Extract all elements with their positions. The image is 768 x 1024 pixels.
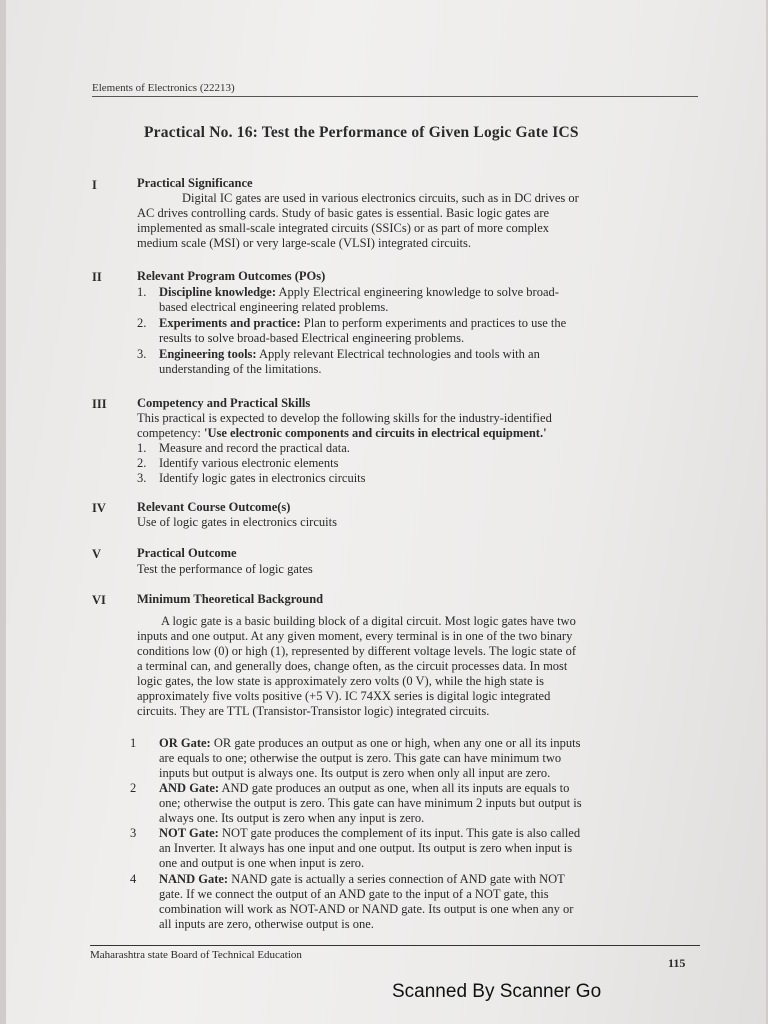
section-heading-3: Competency and Practical Skills bbox=[137, 396, 311, 410]
skill-item-3-number: 3. bbox=[137, 471, 147, 485]
gate-4-line-2: gate. If we connect the output of an AND gate to the input of a NOT gate, this bbox=[159, 887, 549, 901]
footer-publisher: Maharashtra state Board of Technical Education bbox=[90, 949, 302, 961]
po-item-3-line-1: Engineering tools: Apply relevant Electrical technologies and tools with an bbox=[159, 347, 540, 361]
gate-3-line-1: NOT Gate: NOT gate produces the complement of its input. This gate is also called bbox=[159, 826, 581, 840]
skill-item-1-text: Measure and record the practical data. bbox=[159, 441, 350, 455]
running-header: Elements of Electronics (22213) bbox=[92, 82, 698, 97]
gate-1-line-2: are equals to one; otherwise the output is zero. This gate can have minimum two bbox=[159, 751, 562, 765]
gate-3-line-3: one and output is one when input is zero. bbox=[159, 856, 365, 870]
background-line-6: approximately five volts positive (+5 V). IC 74XX series is digital logic integrated bbox=[137, 689, 551, 703]
section-heading-4: Relevant Course Outcome(s) bbox=[137, 500, 291, 514]
gate-3-number: 3 bbox=[130, 826, 137, 840]
section-number-3: III bbox=[92, 397, 107, 411]
section-1-line-3: implemented as small-scale integrated circuits (SSICs) or as part of more complex bbox=[137, 221, 550, 235]
background-line-2: inputs and one output. At any given moment, every terminal is in one of the two binary bbox=[137, 629, 573, 643]
background-line-3: conditions low (0) or high (1), represented by different voltage levels. The logic state of bbox=[137, 644, 576, 658]
po-item-3-number: 3. bbox=[137, 347, 147, 361]
section-number-4: IV bbox=[92, 501, 106, 515]
po-item-2-line-2: results to solve broad-based Electrical engineering problems. bbox=[159, 331, 465, 345]
section-heading-6: Minimum Theoretical Background bbox=[137, 592, 324, 606]
section-1-line-1: Digital IC gates are used in various electronics circuits, such as in DC drives or bbox=[182, 191, 579, 205]
background-line-1: A logic gate is a basic building block of a digital circuit. Most logic gates have two bbox=[161, 614, 576, 628]
skill-item-3-text: Identify logic gates in electronics circuits bbox=[159, 471, 366, 485]
skill-item-2-number: 2. bbox=[137, 456, 147, 470]
section-4-text: Use of logic gates in electronics circuits bbox=[137, 515, 337, 529]
po-item-3-line-2: understanding of the limitations. bbox=[159, 362, 322, 376]
background-line-5: logic gates, the low state is approximately zero volts (0 V), while the high state is bbox=[137, 674, 544, 688]
gate-4-line-4: all inputs are zero, otherwise output is one. bbox=[159, 917, 374, 931]
po-item-2-number: 2. bbox=[137, 316, 147, 330]
gate-2-line-3: always one. Its output is zero when any input is zero. bbox=[159, 811, 425, 825]
po-item-1-number: 1. bbox=[137, 285, 147, 299]
scanner-watermark: Scanned By Scanner Go bbox=[392, 981, 602, 1002]
section-heading-5: Practical Outcome bbox=[137, 546, 237, 560]
section-number-2: II bbox=[92, 270, 102, 284]
gate-2-number: 2 bbox=[130, 781, 137, 795]
background-line-4: a terminal can, and generally does, change often, as the circuit processes data. In most bbox=[137, 659, 568, 673]
section-heading-2: Relevant Program Outcomes (POs) bbox=[137, 269, 326, 283]
section-number-1: I bbox=[92, 178, 97, 192]
footer-rule bbox=[90, 945, 700, 946]
section-3-line-1: This practical is expected to develop the following skills for the industry-identified bbox=[137, 411, 552, 425]
section-number-6: VI bbox=[92, 593, 106, 607]
gate-1-line-1: OR Gate: OR gate produces an output as one or high, when any one or all its inputs bbox=[159, 736, 581, 750]
po-item-2-line-1: Experiments and practice: Plan to perform experiments and practices to use the bbox=[159, 316, 567, 330]
gate-4-line-3: combination will work as NOT-AND or NAND gate. Its output is one when any or bbox=[159, 902, 574, 916]
skill-item-2-text: Identify various electronic elements bbox=[159, 456, 339, 470]
skill-item-1-number: 1. bbox=[137, 441, 147, 455]
section-5-text: Test the performance of logic gates bbox=[137, 562, 313, 576]
po-item-1-line-1: Discipline knowledge: Apply Electrical engineering knowledge to solve broad- bbox=[159, 285, 559, 299]
page-number: 115 bbox=[668, 956, 686, 970]
gate-4-line-1: NAND Gate: NAND gate is actually a series connection of AND gate with NOT bbox=[159, 872, 565, 886]
gate-2-line-2: one; otherwise the output is zero. This gate can have minimum 2 inputs but output is bbox=[159, 796, 582, 810]
po-item-1-line-2: based electrical engineering related problems. bbox=[159, 300, 389, 314]
gate-3-line-2: an Inverter. It always has one input and one output. Its output is zero when input is bbox=[159, 841, 573, 855]
gate-1-line-3: inputs but output is always one. Its output is zero when only all input are zero. bbox=[159, 766, 551, 780]
section-3-line-2: competency: 'Use electronic components and circuits in electrical equipment.' bbox=[137, 426, 547, 440]
section-1-line-4: medium scale (MSI) or very large-scale (VLSI) integrated circuits. bbox=[137, 236, 472, 250]
background-line-7: circuits. They are TTL (Transistor-Transistor logic) integrated circuits. bbox=[137, 704, 490, 718]
section-heading-1: Practical Significance bbox=[137, 176, 253, 190]
section-1-line-2: AC drives controlling cards. Study of basic gates is essential. Basic logic gates are bbox=[137, 206, 550, 220]
gate-1-number: 1 bbox=[130, 736, 137, 750]
gate-4-number: 4 bbox=[130, 872, 137, 886]
page-title: Practical No. 16: Test the Performance of Given Logic Gate ICS bbox=[144, 124, 579, 141]
scanned-page bbox=[6, 0, 766, 1024]
gate-2-line-1: AND Gate: AND gate produces an output as one, when all its inputs are equals to bbox=[159, 781, 570, 795]
section-number-5: V bbox=[92, 547, 102, 561]
